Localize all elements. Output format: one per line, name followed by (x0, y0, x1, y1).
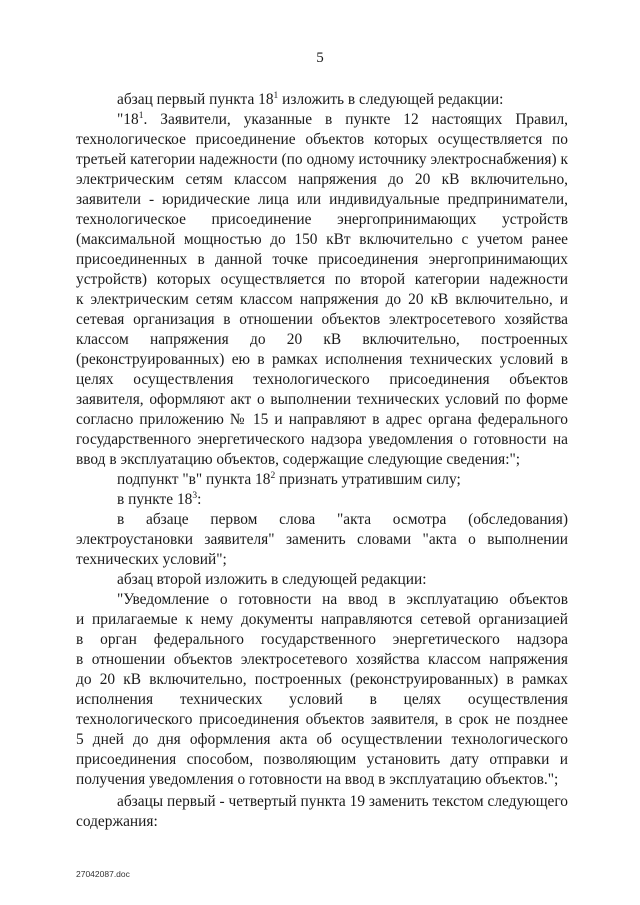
text-line: содержания: (76, 813, 158, 830)
text-line: "Уведомление о готовности на ввод в эксплуатацию объектов (117, 591, 568, 608)
text-line: получения уведомления о готовности на ввод в эксплуатацию объектов."; (76, 771, 559, 788)
text-line: классом напряжения до 20 кВ включительно, построенных (76, 331, 568, 348)
text-line: в абзаце первом слова "акта осмотра (обследования) (117, 511, 568, 528)
text-line: согласно приложению № 15 и направляют в адрес органа федерального (76, 411, 568, 428)
text-line: 5 дней до дня оформления акта об осуществлении технологического (76, 731, 568, 748)
text-line: до 20 кВ включительно, построенных (реконструированных) в рамках (76, 671, 568, 688)
text-line: технических условий"; (76, 551, 227, 568)
text-line: абзацы первый - четвертый пункта 19 заменить текстом следующего (117, 793, 568, 810)
text-line: целях осуществления технологического присоединения объектов (76, 371, 568, 388)
text-line: к электрическим сетям классом напряжения до 20 кВ включительно, и (76, 291, 568, 308)
text-line: электрическим сетям классом напряжения до 20 кВ включительно, (76, 171, 568, 188)
text-line: третьей категории надежности (по одному источнику электроснабжения) к (76, 151, 568, 168)
text-line: абзац первый пункта $18^1$ изложить в следующей редакции: (117, 90, 504, 108)
text-line: "$18^1$. Заявители, указанные в пункте 12 настоящих Правил, (117, 110, 568, 128)
text-line: сетевая организация в отношении объектов электросетевого хозяйства (76, 311, 568, 328)
text-line: подпункт "в" пункта $18^2$ признать утратившим силу; (117, 470, 461, 488)
text-line: заявители - юридические лица или индивидуальные предприниматели, (76, 191, 568, 208)
text-line: государственного энергетического надзора уведомления о готовности на (76, 431, 568, 448)
text-line: в орган федерального государственного энергетического надзора (76, 631, 568, 648)
text-line: электроустановки заявителя" заменить словами "акта о выполнении (76, 531, 568, 548)
text-line: ввод в эксплуатацию объектов, содержащие следующие сведения:"; (76, 451, 521, 468)
text-line: в отношении объектов электросетевого хозяйства классом напряжения (76, 651, 568, 668)
text-line: (реконструированных) ею в рамках исполнения технических условий в (76, 351, 568, 368)
text-line: технологического присоединения объектов заявителя, в срок не позднее (76, 711, 568, 728)
text-line: присоединенных в данной точке присоединения энергопринимающих (76, 251, 568, 268)
text-line: в пункте $18^3$: (117, 490, 202, 508)
text-line: и прилагаемые к нему документы направляются сетевой организацией (76, 611, 568, 628)
footer-filename: 27042087.doc (76, 869, 130, 879)
text-line: технологическое присоединение энергопринимающих устройств (76, 211, 568, 228)
text-line: исполнения технических условий в целях осуществления (76, 691, 568, 708)
text-line: технологическое присоединение объектов которых осуществляется по (76, 131, 568, 148)
text-line: заявителя, оформляют акт о выполнении технических условий по форме (76, 391, 568, 408)
text-line: (максимальной мощностью до 150 кВт включительно с учетом ранее (76, 231, 568, 248)
text-line: абзац второй изложить в следующей редакции: (117, 571, 427, 588)
text-line: устройств) которых осуществляется по второй категории надежности (76, 271, 568, 288)
text-line: присоединения способом, позволяющим установить дату отправки и (76, 751, 568, 768)
page-number: 5 (316, 50, 324, 66)
